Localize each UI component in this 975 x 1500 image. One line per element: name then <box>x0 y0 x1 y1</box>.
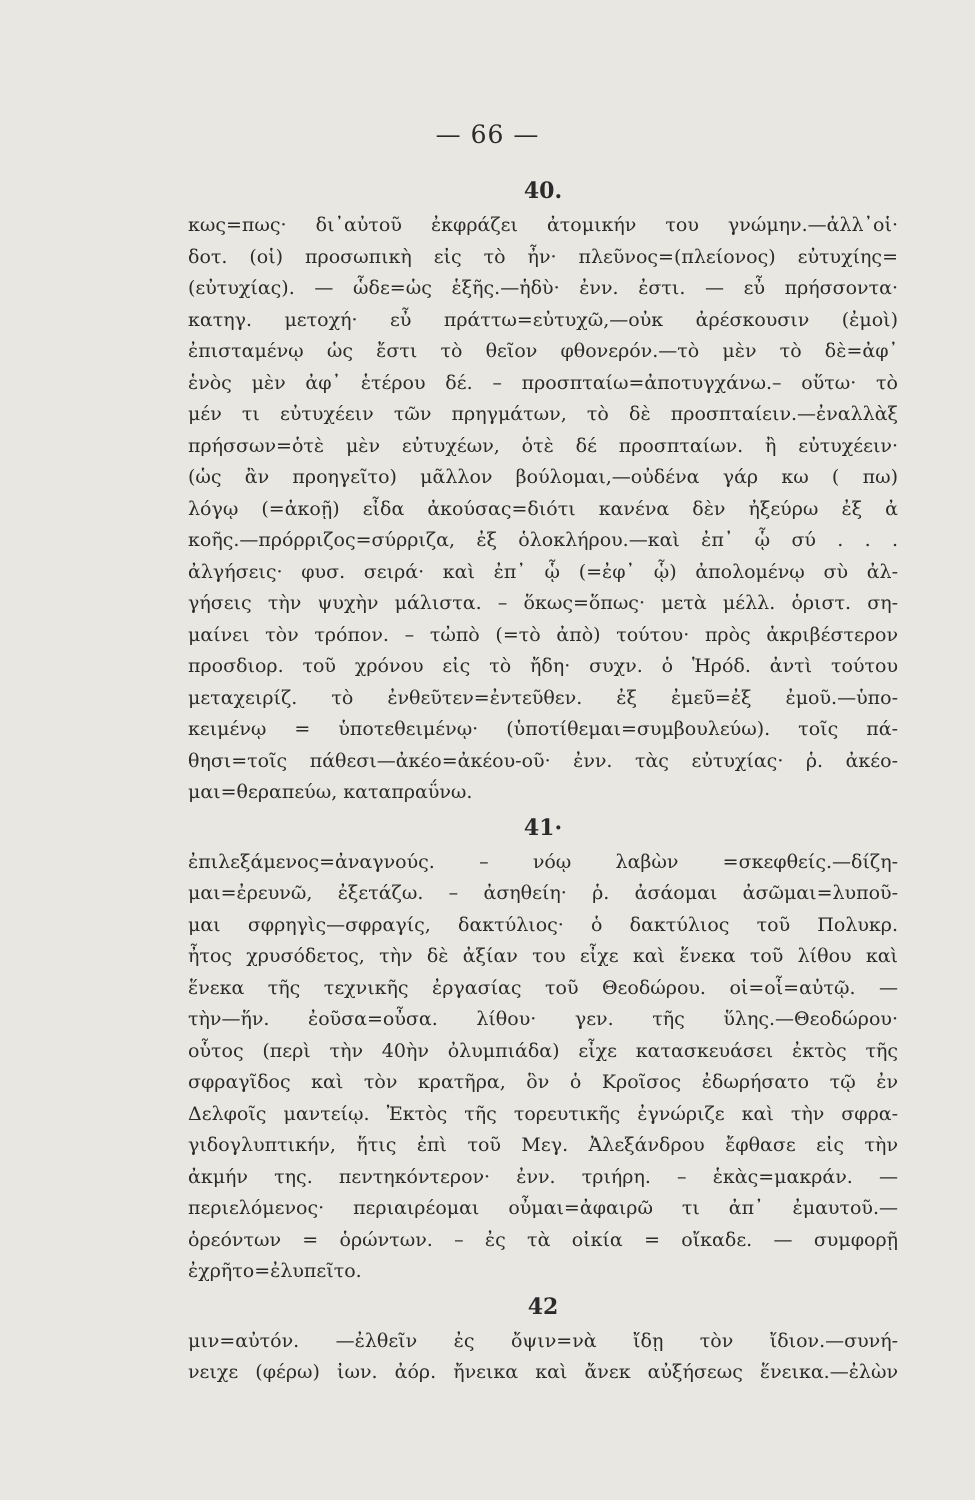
text-line: ἐπιλεξάμενος=ἀναγνούς. – νόῳ λαβὼν =σκεφθείς.—δίζη- <box>188 850 898 873</box>
text-line: πρήσσων=ὁτὲ μὲν εὐτυχέων, ὁτὲ δέ προσπταίων. ἢ εὐτυχέειν· <box>188 434 898 457</box>
text-line: μαίνει τὸν τρόπον. – τὠπὸ (=τὸ ἀπὸ) τούτου· πρὸς ἀκριβέστερον <box>188 623 898 646</box>
text-line: μιν=αὐτόν. —ἐλθεῖν ἐς ὄψιν=νὰ ἴδῃ τὸν ἴδιον.—συνή- <box>188 1329 898 1352</box>
text-line: λόγῳ (=ἀκοῇ) εἶδα ἀκούσας=διότι κανένα δὲν ἠξεύρω ἐξ ἀ <box>188 497 898 520</box>
section-heading: 40. <box>523 178 563 204</box>
page-body <box>188 172 898 1389</box>
text-line: ἕνεκα τῆς τεχνικῆς ἐργασίας τοῦ Θεοδώρου. οἱ=οἷ=αὐτῷ. — <box>188 976 898 999</box>
text-line: γιδογλυπτικήν, ἥτις ἐπὶ τοῦ Μεγ. Ἀλεξάνδρου ἔφθασε εἰς τὴν <box>188 1134 898 1156</box>
text-line: κως=πως· δι᾿αὐτοῦ ἐκφράζει ἀτομικήν του γνώμην.—ἀλλ᾿οἱ· <box>188 214 898 236</box>
text-line: τὴν—ἥν. ἐοῦσα=οὖσα. λίθου· γεν. τῆς ὕλης.—Θεοδώρου· <box>188 1008 898 1030</box>
text-line: μέν τι εὐτυχέειν τῶν πρηγμάτων, τὸ δὲ προσπταίειν.—ἐναλλὰξ <box>188 403 898 425</box>
text-line: νειχε (φέρω) ἰων. ἀόρ. ἤνεικα καὶ ἄνεκ αὐξήσεως ἕνεικα.—ἐλὼν <box>188 1361 898 1383</box>
section-heading: 41· <box>523 814 563 841</box>
text-line: (εὐτυχίας). — ὧδε=ὡς ἑξῆς.—ἡδὺ· ἐνν. ἐστι. — εὖ πρήσσοντα· <box>188 277 898 299</box>
text-line: μαι=ἐρευνῶ, ἐξετάζω. – ἀσηθείη· ῥ. ἀσάομαι ἀσῶμαι=λυποῦ- <box>188 882 898 904</box>
text-line: (ὡς ἂν προηγεῖτο) μᾶλλον βούλομαι,—οὐδένα γάρ κω ( πω) <box>188 466 898 488</box>
text-line: μαι=θεραπεύω, καταπραΰνω. <box>188 781 473 803</box>
text-line: γήσεις τὴν ψυχὴν μάλιστα. – ὅκως=ὅπως· μετὰ μέλλ. ὁριστ. ση- <box>188 592 898 614</box>
text-line: ἐχρῆτο=ἐλυπεῖτο. <box>188 1260 362 1282</box>
text-line: μαι σφρηγὶς—σφραγίς, δακτύλιος· ὁ δακτύλιος τοῦ Πολυκρ. <box>188 913 898 936</box>
text-line: ἀλγήσεις· φυσ. σειρά· καὶ ἐπ᾿ ᾧ (=ἐφ᾿ ᾧ) ἀπολομένῳ σὺ ἀλ- <box>188 560 898 583</box>
text-line: ὁρεόντων = ὁρώντων. – ἐς τὰ οἰκία = οἴκαδε. — συμφορῇ <box>188 1228 898 1251</box>
text-line: κατηγ. μετοχή· εὖ πράττω=εὐτυχῶ,—οὐκ ἀρέσκουσιν (ἐμοὶ) <box>188 308 898 331</box>
text-line: ἀκμήν της. πεντηκόντερον· ἐνν. τριήρη. – ἑκὰς=μακράν. — <box>188 1165 898 1188</box>
text-line: προσδιορ. τοῦ χρόνου εἰς τὸ ἤδη· συχν. ὁ Ἡρόδ. ἀντὶ τούτου <box>188 655 898 677</box>
text-line: κειμένῳ = ὑποτεθειμένῳ· (ὑποτίθεμαι=συμβουλεύω). τοῖς πά- <box>188 718 898 740</box>
text-line: δοτ. (οἱ) προσωπικὴ εἰς τὸ ἦν· πλεῦνος=(πλείονος) εὐτυχίης= <box>188 245 898 268</box>
section-40 <box>188 172 898 809</box>
section-42 <box>188 1288 898 1389</box>
text-line: Δελφοῖς μαντείῳ. Ἐκτὸς τῆς τορευτικῆς ἐγνώριζε καὶ τὴν σφρα- <box>188 1102 898 1125</box>
section-heading: 42 <box>527 1293 559 1320</box>
text-line: σφραγῖδος καὶ τὸν κρατῆρα, ὃν ὁ Κροῖσος ἐδωρήσατο τῷ ἐν <box>188 1071 898 1093</box>
text-line: ἑνὸς μὲν ἀφ᾿ ἑτέρου δέ. – προσπταίω=ἀποτυγχάνω.– οὕτω· τὸ <box>188 371 898 394</box>
text-line: περιελόμενος· περιαιρέομαι οὖμαι=ἀφαιρῶ τι ἀπ᾿ ἐμαυτοῦ.— <box>188 1197 898 1219</box>
text-line: ἐπισταμένῳ ὡς ἔστι τὸ θεῖον φθονερόν.—τὸ μὲν τὸ δὲ=ἀφ᾿ <box>188 340 898 362</box>
text-line: οὗτος (περὶ τὴν 40ὴν ὀλυμπιάδα) εἶχε κατασκευάσει ἐκτὸς τῆς <box>188 1039 898 1062</box>
section-41 <box>188 809 898 1288</box>
text-line: κοῆς.—πρόρριζος=σύρριζα, ἐξ ὁλοκλήρου.—καὶ ἐπ᾿ ᾧ σύ . . . <box>188 529 898 551</box>
text-line: θησι=τοῖς πάθεσι—ἀκέο=ἀκέου-οῦ· ἐνν. τὰς εὐτυχίας· ῥ. ἀκέο- <box>188 749 898 772</box>
text-line: ἦτος χρυσόδετος, τὴν δὲ ἀξίαν του εἶχε καὶ ἕνεκα τοῦ λίθου καὶ <box>188 945 898 967</box>
page-number: — 66 — <box>435 120 540 149</box>
text-line: μεταχειρίζ. τὸ ἐνθεῦτεν=ἐντεῦθεν. ἐξ ἐμεῦ=ἐξ ἐμοῦ.—ὑπο- <box>188 686 898 709</box>
